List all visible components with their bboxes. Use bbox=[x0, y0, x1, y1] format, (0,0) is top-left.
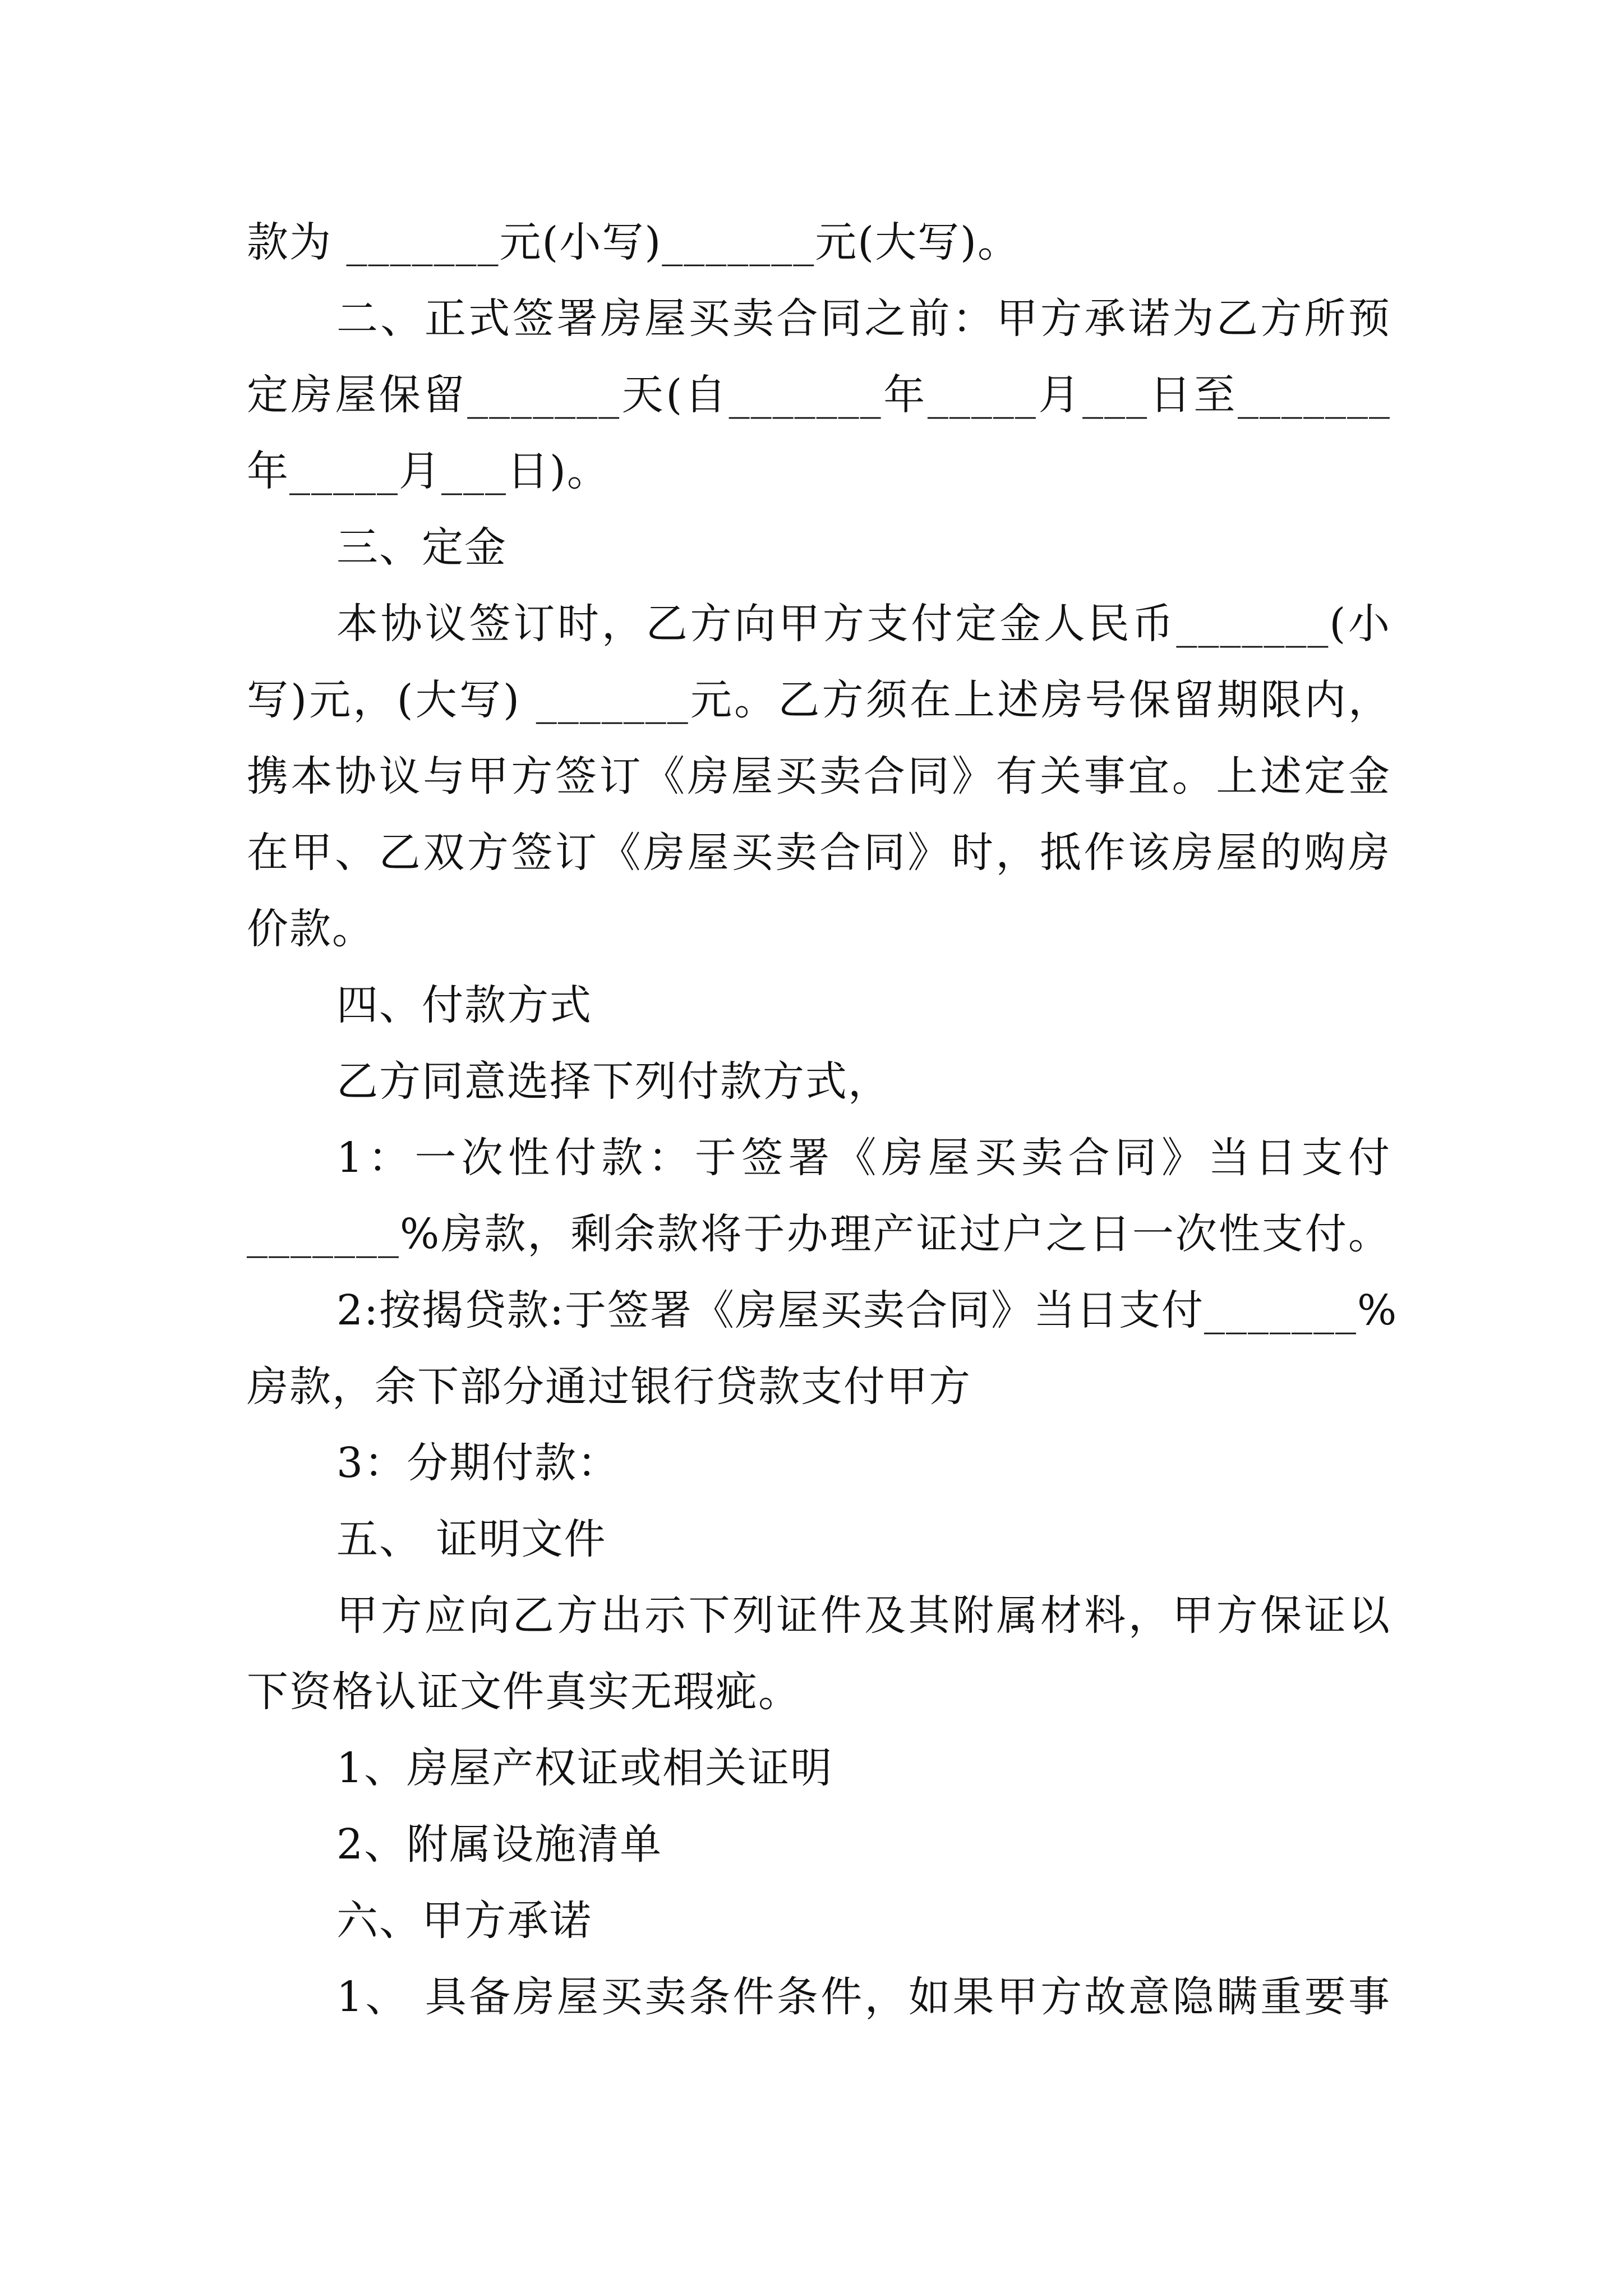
section-heading: 五、 证明文件 bbox=[336, 1515, 607, 1563]
text-line: 携本协议与甲方签订《房屋买卖合同》有关事宜。上述定金 bbox=[247, 752, 1391, 800]
text-line: 二、正式签署房屋买卖合同之前：甲方承诺为乙方所预 bbox=[336, 295, 1391, 343]
text-line: 乙方同意选择下列付款方式， bbox=[336, 1057, 891, 1106]
section-heading: 六、甲方承诺 bbox=[336, 1897, 592, 1945]
text-line: 本协议签订时，乙方向甲方支付定金人民币_______(小 bbox=[336, 600, 1391, 648]
text-line: 价款。 bbox=[247, 905, 375, 953]
text-line: 甲方应向乙方出示下列证件及其附属材料，甲方保证以 bbox=[336, 1591, 1391, 1640]
text-line: 写)元，(大写) _______元。乙方须在上述房号保留期限内， bbox=[247, 676, 1391, 724]
text-line: _______%房款，剩余款将于办理产证过户之日一次性支付。 bbox=[247, 1210, 1391, 1258]
text-line: 房款，余下部分通过银行贷款支付甲方 bbox=[247, 1363, 971, 1411]
text-line: 3：分期付款： bbox=[336, 1439, 620, 1487]
section-heading: 三、定金 bbox=[336, 523, 507, 572]
text-line: 下资格认证文件真实无瑕疵。 bbox=[247, 1668, 801, 1716]
text-line: 年_____月___日)。 bbox=[247, 447, 610, 495]
text-line: 款为 _______元(小写)_______元(大写)。 bbox=[247, 218, 1021, 266]
text-line: 在甲、乙双方签订《房屋买卖合同》时，抵作该房屋的购房 bbox=[247, 829, 1391, 877]
text-line: 1、 具备房屋买卖条件条件，如果甲方故意隐瞒重要事 bbox=[336, 1973, 1391, 2021]
text-line: 2、附属设施清单 bbox=[336, 1820, 663, 1869]
text-line: 2:按揭贷款:于签署《房屋买卖合同》当日支付_______% bbox=[336, 1286, 1398, 1335]
text-line: 定房屋保留_______天(自_______年_____月___日至_______ bbox=[247, 371, 1391, 419]
text-line: 1：一次性付款：于签署《房屋买卖合同》当日支付 bbox=[336, 1134, 1391, 1182]
text-line: 1、房屋产权证或相关证明 bbox=[336, 1744, 833, 1792]
section-heading: 四、付款方式 bbox=[336, 981, 592, 1029]
